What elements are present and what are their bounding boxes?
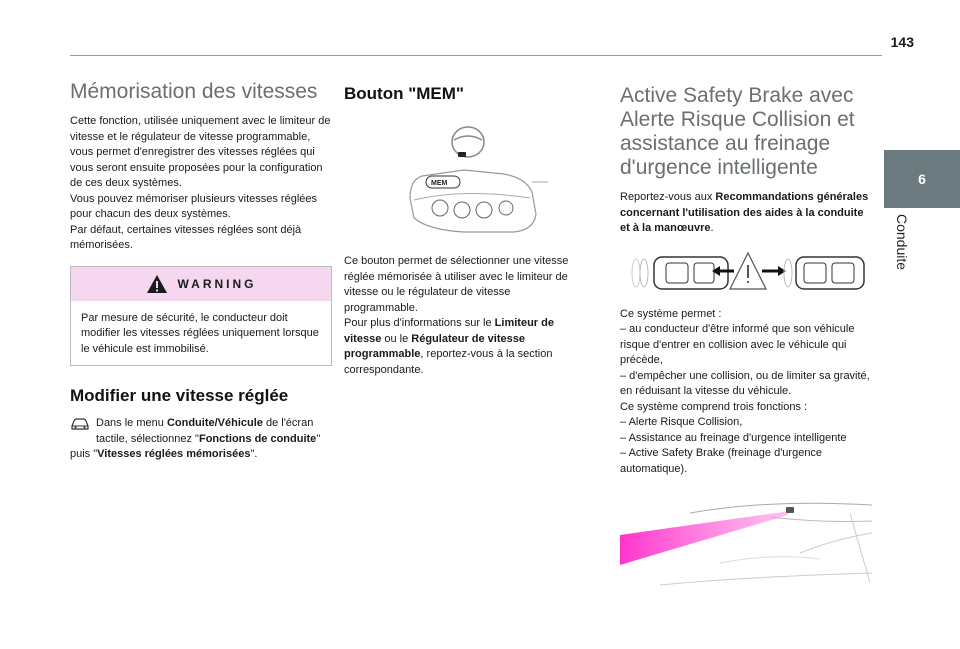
function-item: – Alerte Risque Collision,	[620, 416, 743, 428]
menu-text-4: ".	[250, 448, 258, 460]
menu-text-2: de l'écran tactile, sélectionnez "	[96, 417, 314, 445]
system-intro: Ce système permet :	[620, 307, 722, 320]
mem-ref-e: , reportez-vous à la section correspondante.	[344, 348, 553, 376]
page-number: 143	[890, 34, 914, 50]
menu-bold-3: Vitesses réglées mémorisées	[97, 448, 251, 460]
chapter-tab[interactable]: 6	[884, 150, 960, 208]
menu-bold-1: Conduite/Véhicule	[166, 417, 263, 429]
rear-car-icon	[632, 257, 728, 289]
mem-ref-regulateur: Régulateur de vitesse programmable	[344, 332, 525, 360]
column-memorisation	[70, 80, 332, 463]
mem-reference	[344, 316, 584, 378]
menu-text-1: Dans le menu	[96, 417, 167, 429]
subtitle-modify: Modifier une vitesse réglée	[70, 386, 289, 405]
mem-ref-a: Pour plus d'informations sur le	[344, 317, 495, 329]
section-title-mem: Bouton "MEM"	[344, 84, 464, 103]
safety-ref-a: Reportez-vous aux	[620, 191, 716, 203]
front-car-icon	[784, 257, 864, 289]
safety-ref-bold: Recommandations générales concernant l'utilisation des aides à la conduite et à la manœuvre	[620, 191, 869, 234]
warning-title: WARNING	[177, 276, 257, 291]
menu-text-3: " puis "	[70, 432, 321, 460]
column-safety-brake	[620, 84, 876, 593]
menu-instruction	[70, 416, 332, 463]
section-title-safety-brake: Active Safety Brake avec Alerte Risque Collision et assistance au freinage d'urgence intelligente	[620, 84, 855, 179]
warning-text: Par mesure de sécurité, le conducteur doit modifier les vitesses réglées uniquement lorsque le véhicule est immobilisé.	[81, 311, 319, 355]
stalk-control-icon	[410, 170, 548, 232]
system-item: – au conducteur d'être informé que son véhicule risque d'entrer en collision avec le véhicule qui précède,	[620, 323, 855, 366]
mem-diagram-label: MEM	[431, 180, 448, 187]
camera-sensor-icon	[786, 507, 794, 513]
top-divider	[70, 55, 882, 56]
system-item: – d'empêcher une collision, ou de limiter sa gravité, en réduisant la vitesse du véhicule.	[620, 369, 870, 397]
windshield-camera-diagram	[620, 493, 876, 593]
car-icon	[70, 416, 90, 432]
chapter-label-text: Conduite	[894, 214, 910, 271]
chapter-label	[884, 214, 920, 310]
warning-triangle-icon	[146, 274, 168, 294]
menu-bold-2: Fonctions de conduite	[198, 432, 317, 445]
functions-intro: Ce système comprend trois fonctions :	[620, 400, 808, 413]
warning-box	[70, 266, 332, 367]
paragraph-default: Par défaut, certaines vitesses réglées sont déjà mémorisées.	[70, 223, 302, 251]
mem-ref-limiteur: Limiteur de vitesse	[344, 317, 554, 345]
function-item: – Assistance au freinage d'urgence intelligente	[620, 431, 847, 444]
collision-diagram	[620, 249, 876, 295]
mem-ref-c: ou le	[381, 332, 412, 345]
paragraph-multiple: Vous pouvez mémoriser plusieurs vitesses réglées pour chacun des deux systèmes.	[70, 192, 318, 220]
mem-button-diagram	[344, 118, 584, 244]
warning-header	[71, 267, 331, 301]
mem-description: Ce bouton permet de sélectionner une vitesse réglée mémorisée à utiliser avec le limiteur de vitesse ou le régulateur de vitesse programmable.	[344, 255, 569, 314]
function-item: – Active Safety Brake (freinage d'urgence automatique).	[620, 447, 823, 475]
intro-paragraph: Cette fonction, utilisée uniquement avec le limiteur de vitesse et le régulateur de vitesse programmable, vous permet d'enregistrer des vitesses réglées qui vous seront ensuite proposées pour la configuration de ces deux systèmes.	[70, 115, 331, 189]
safety-ref-c: .	[710, 222, 714, 234]
steering-wheel-icon	[452, 127, 484, 157]
column-mem-button	[344, 80, 584, 378]
section-title-memorisation: Mémorisation des vitesses	[70, 80, 318, 103]
